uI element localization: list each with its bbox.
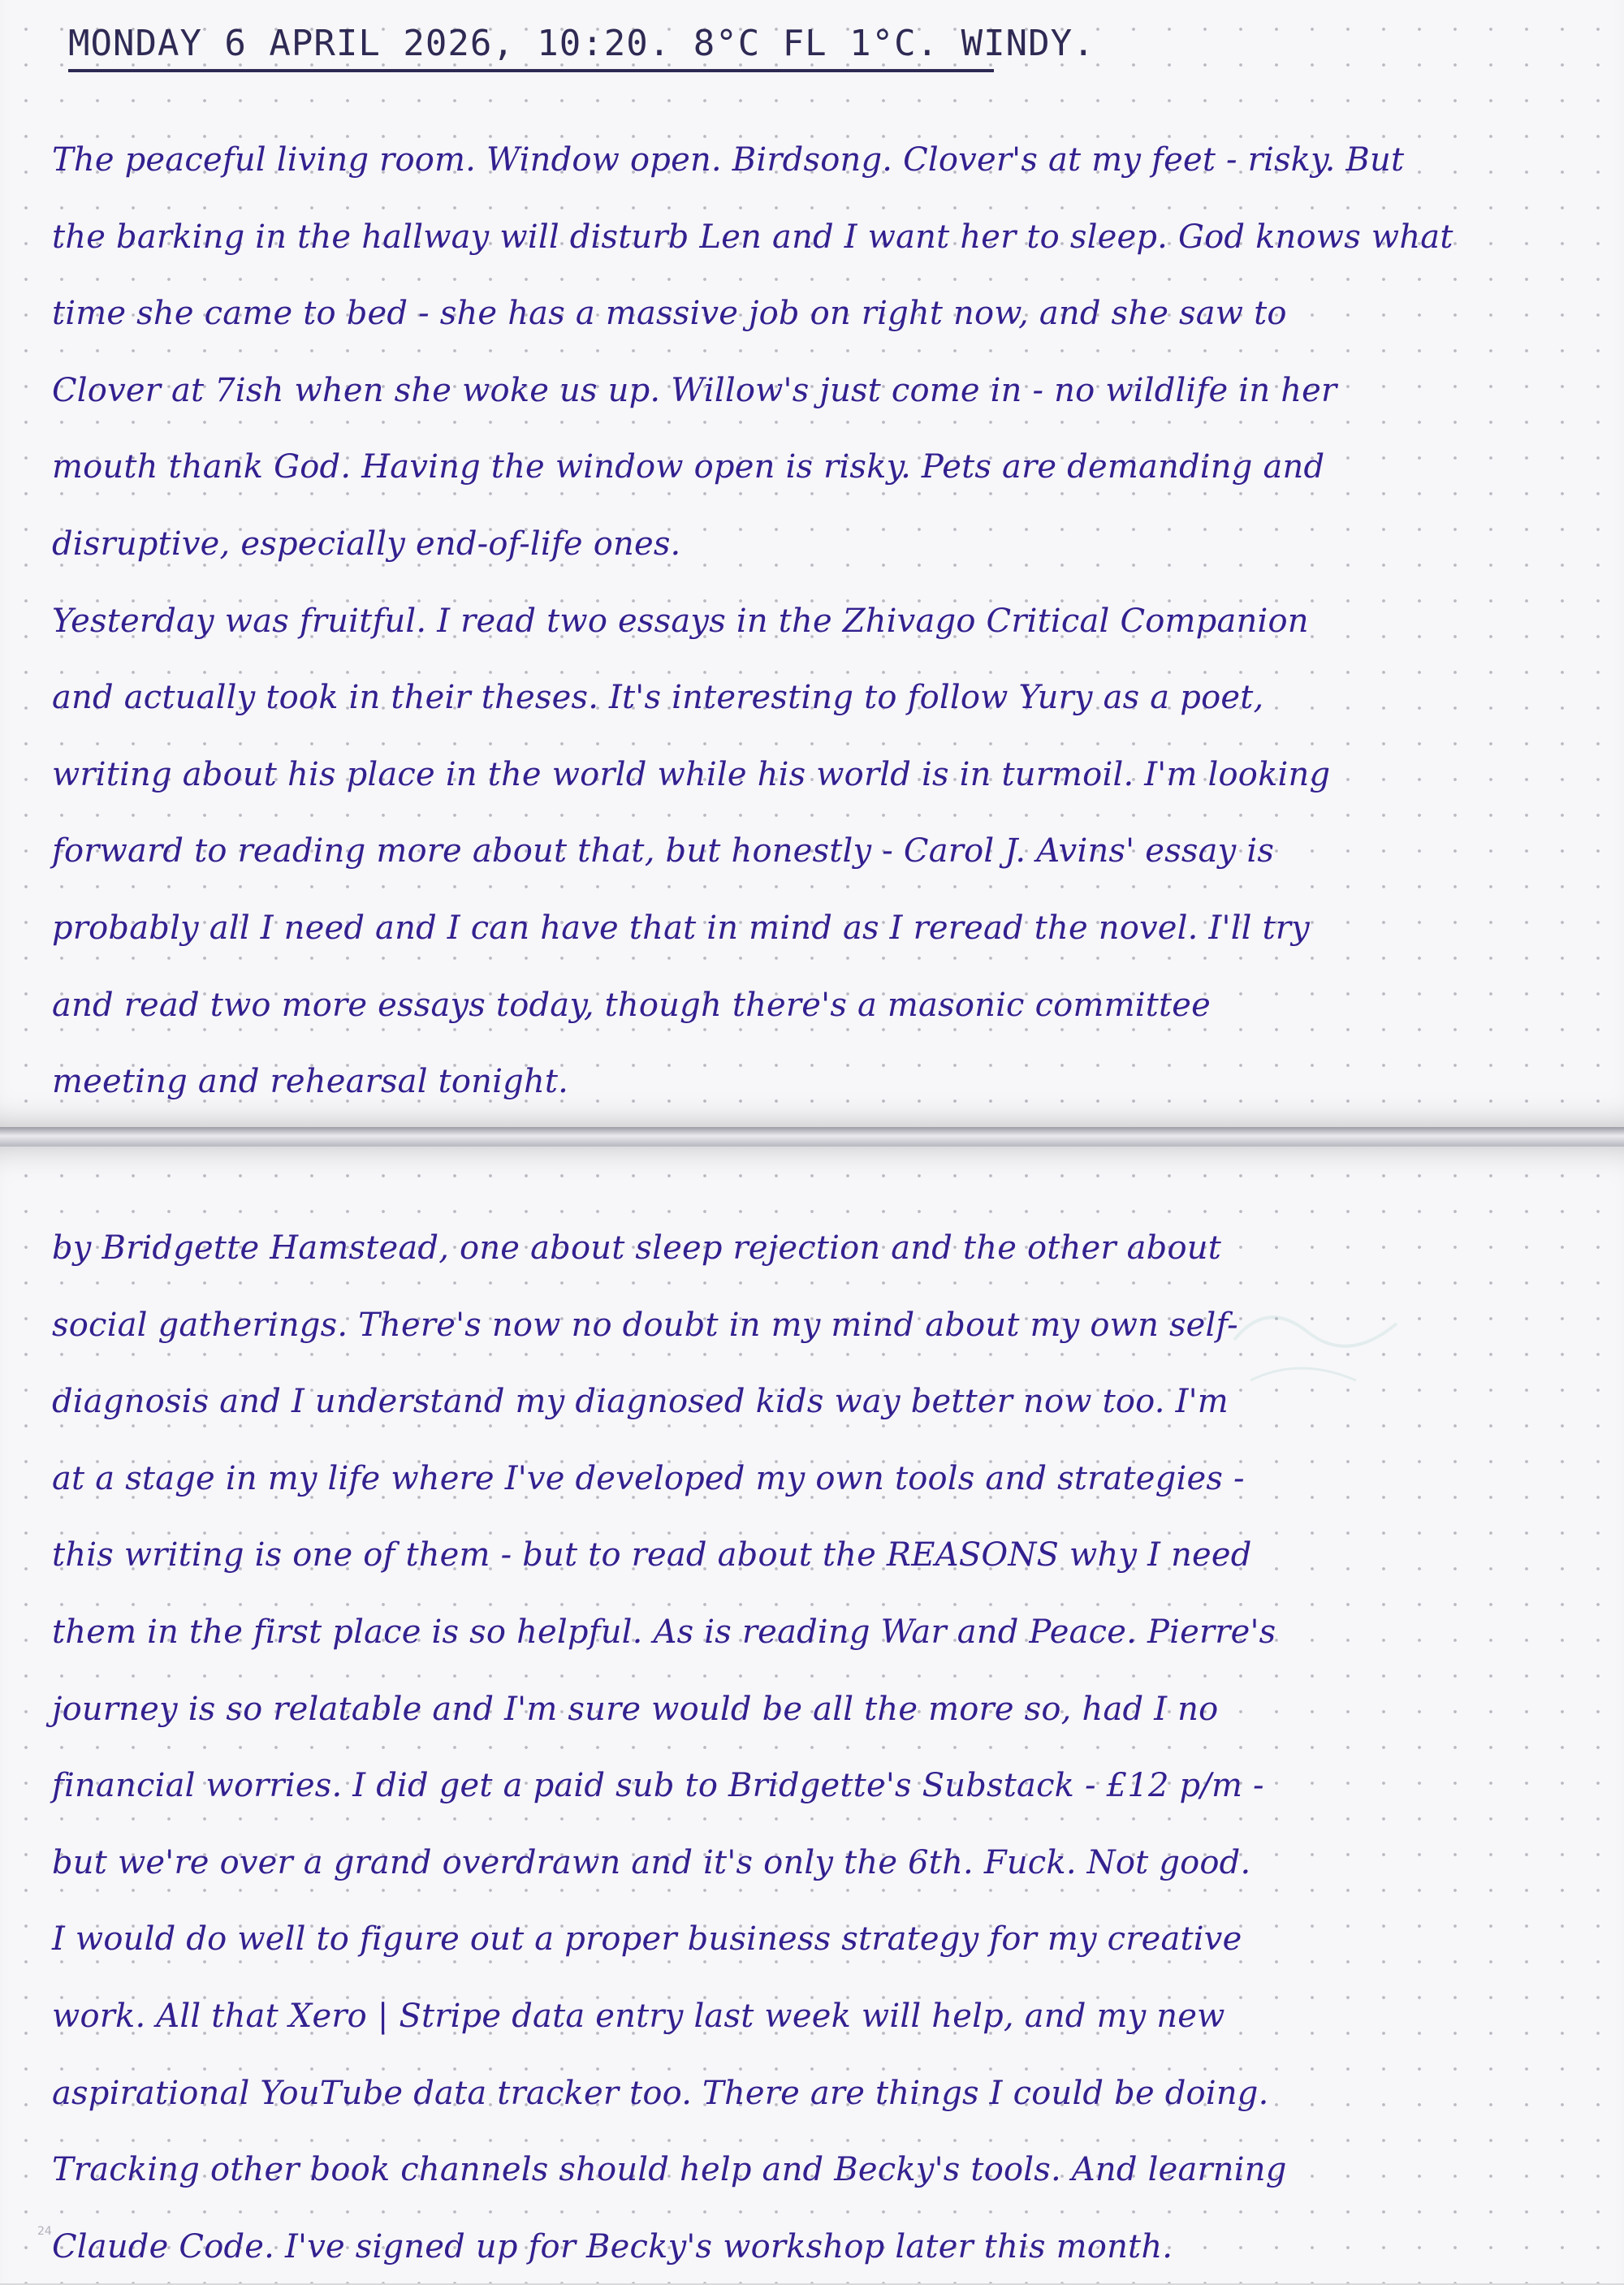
journal-line: time she came to bed - she has a massive job on right now, and she saw to — [52, 295, 1287, 333]
journal-line: at a stage in my life where I've developed my own tools and strategies - — [52, 1459, 1245, 1497]
date-heading: MONDAY 6 APRIL 2026, 10:20. 8°C FL 1°C. WINDY. — [68, 23, 994, 72]
journal-line: them in the first place is so helpful. As is reading War and Peace. Pierre's — [52, 1613, 1276, 1651]
journal-line: journey is so relatable and I'm sure would be all the more so, had I no — [52, 1690, 1219, 1728]
top-page — [0, 0, 1624, 1127]
journal-line: financial worries. I did get a paid sub to Bridgette's Substack - £12 p/m - — [52, 1767, 1264, 1805]
journal-line: mouth thank God. Having the window open is risky. Pets are demanding and — [52, 448, 1325, 486]
journal-line: the barking in the hallway will disturb Len and I want her to sleep. God knows what — [52, 218, 1453, 256]
journal-line: work. All that Xero | Stripe data entry last week will help, and my new — [52, 1997, 1225, 2035]
notebook-gutter — [0, 1127, 1624, 1147]
journal-line: The peaceful living room. Window open. Birdsong. Clover's at my feet - risky. But — [52, 141, 1405, 179]
journal-line: forward to reading more about that, but honestly - Carol J. Avins' essay is — [52, 832, 1275, 870]
top-page-text — [52, 122, 1595, 1197]
journal-line: Tracking other book channels should help and Becky's tools. And learning — [52, 2151, 1287, 2189]
journal-line: social gatherings. There's now no doubt in my mind about my own self- — [52, 1306, 1238, 1344]
journal-line: disruptive, especially end-of-life ones. — [52, 525, 681, 563]
journal-line: I would do well to figure out a proper business strategy for my creative — [52, 1920, 1242, 1959]
journal-line: probably all I need and I can have that in mind as I reread the novel. I'll try — [52, 909, 1310, 947]
journal-line: and actually took in their theses. It's interesting to follow Yury as a poet, — [52, 679, 1264, 717]
journal-line: by Bridgette Hamstead, one about sleep rejection and the other about — [52, 1229, 1222, 1267]
journal-line: Clover at 7ish when she woke us up. Willow's just come in - no wildlife in her — [52, 371, 1337, 409]
journal-line: meeting and rehearsal tonight. — [52, 1063, 569, 1101]
journal-line: this writing is one of them - but to read about the REASONS why I need — [52, 1536, 1252, 1574]
ink-showthrough-mark — [1218, 1267, 1413, 1413]
journal-line: but we're over a grand overdrawn and it's only the 6th. Fuck. Not good. — [52, 1843, 1251, 1881]
journal-line: aspirational YouTube data tracker too. There are things I could be doing. — [52, 2074, 1269, 2112]
journal-line: Yesterday was fruitful. I read two essays in the Zhivago Critical Companion — [52, 602, 1309, 640]
journal-line: and read two more essays today, though there's a masonic committee — [52, 986, 1212, 1024]
page-number: 24 — [37, 2225, 52, 2238]
journal-line: diagnosis and I understand my diagnosed kids way better now too. I'm — [52, 1383, 1229, 1421]
journal-line: Claude Code. I've signed up for Becky's workshop later this month. — [52, 2227, 1173, 2266]
journal-line: writing about his place in the world while his world is in turmoil. I'm looking — [52, 755, 1331, 793]
